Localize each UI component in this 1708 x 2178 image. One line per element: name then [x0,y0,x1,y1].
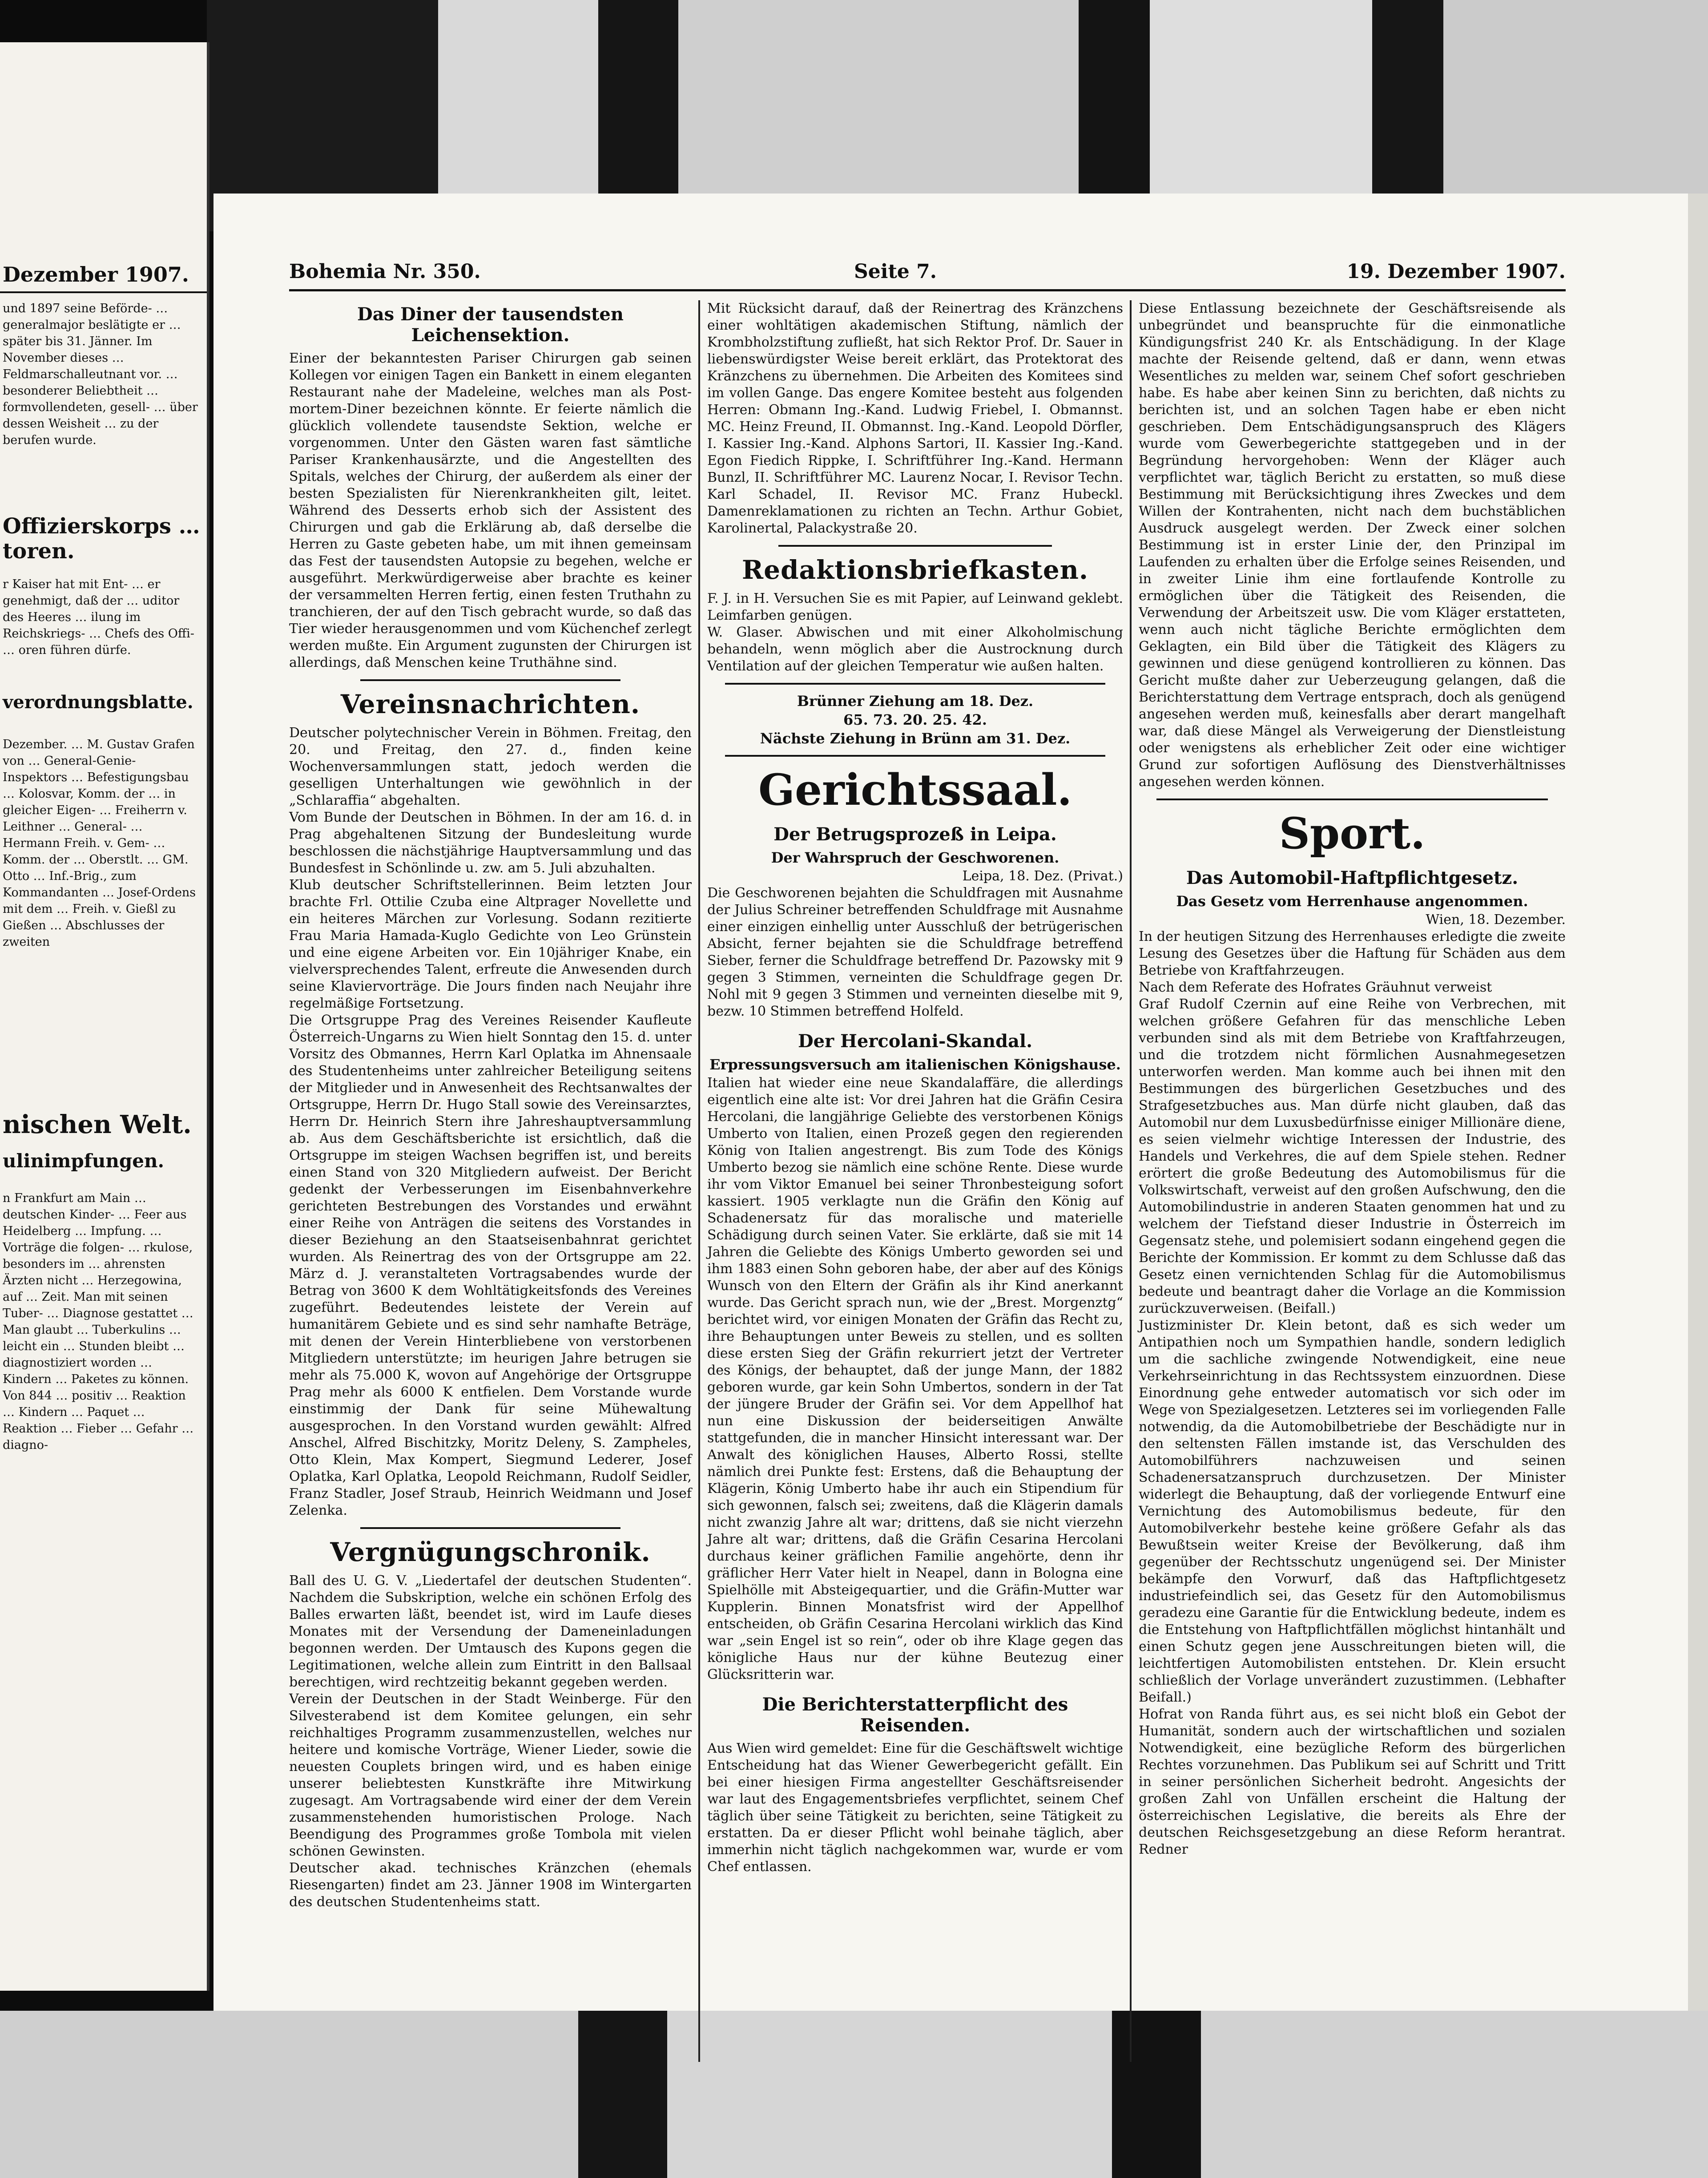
left-text-block: n Frankfurt am Main … deutschen Kinder- … Feer aus Heidelberg … Impfung. … Vorträge die folgen- … rkulose, besonders im … ahrensten Ärzten nicht … Herzegowina, auf … Zeit. Man mit seinen Tuber- … Diagnose gestattet … Man glaubt … Tuberkulins … leicht ein … Stunden bleibt … diagnostiziert worden … Kindern … Paketes zu können. Von 844 … positiv … Reaktion … Kindern … Paquet … Reaktion … Fieber … Gefahr … diagno- [3,1191,194,1452]
section-title: Redaktionsbriefkasten. [741,555,1089,585]
article-body: Italien hat wieder eine neue Skandalaffäre, die allerdings eigentlich eine alte ist: Vor drei Jahren hat die Gräfin Cesira Hercolani, die langjährige Geliebte des verstorbenen Königs Umberto von Italien, einen Prozeß gegen den regierenden König von Italien angestrengt. Bis zum Tode des Königs Umberto bezog sie nämlich eine schöne Rente. Diese wurde ihr vom Viktor Emanuel bei seiner Thronbesteigung sofort kassiert. 1905 verklagte nun die Gräfin den König auf Schadenersatz für das moralische und materielle Schädigung durch seinen Vater. Sie erklärte, daß sie mit 14 Jahren die Geliebte des Königs Umberto geworden sei und ihm 1883 einen Sohn geboren habe, der aber auf des Königs Wunsch von den Eltern der Gräfin als ihr Kind anerkannt wurde. Das Gericht sprach nun, wie der „Brest. Morgenztg“ berichtet wird, vor einigen Monaten der Gräfin das Recht zu, ihre Behauptungen unter Beweis zu stellen, und es sollten diese ersten Sieg der Gräfin rekurriert jetzt der Vertreter des Königs, der behauptet, daß der junge Mann, der 1882 geboren wurde, gar kein Sohn Umbertos, sondern in der Tat der jüngere Bruder der Gräfin sei. Vor dem Appellhof hat nun eine Diskussion der beiderseitigen Anwälte stattgefunden, die in mancher Hinsicht interessant war. Der Anwalt des königlichen Hauses, Alberto Rossi, stellte nämlich drei Punkte fest: Erstens, daß die Behauptung der Klägerin, König Umberto habe ihr auch ein Stipendium für sich gewonnen, falsch sei; zweitens, daß die Klägerin damals nicht zwanzig Jahre alt war; drittens, daß sie nicht vierzehn Jahre alt war; drittens, daß die Gräfin Cesarina Hercolani durchaus keiner gräflichen Familie angehörte, denn ihr gräflicher Herr Vater hielt in Neapel, dann in Bologna eine Spielhölle mit Absteigequartier, und die Gräfin-Mutter war Kupplerin. Binnen Monatsfrist wird der Appellhof entscheiden, ob Gräfin Cesarina Hercolani wirklich das Kind war „sein Engel ist so rein“, oder ob ihre Klage gegen das königliche Haus nur der kühne Beutezug einer Glücksritterin war. [707,1075,1123,1682]
article-body: Die Geschworenen bejahten die Schuldfragen mit Ausnahme der Julius Schreiner betreffenden Schuldfrage mit Ausnahme einer einzigen einhellig unter Ausschluß der betrügerischen Absicht, ferner bejahten sie die Schuldfrage betreffend Sieber, ferner die Schuldfrage betreffend Dr. Pazowsky mit 9 gegen 3 Stimmen, verneinten die Schuldfrage gegen Dr. Nohl mit 9 gegen 3 Stimmen und verneinten dieselbe mit 9, bezw. 10 Stimmen betreffend Holfeld. [707,885,1123,1019]
section-rule [725,755,1105,757]
article-subtitle: Erpressungsversuch am italienischen Königshause. [709,1056,1121,1073]
scan-background-strip [667,2011,1112,2178]
section-title: Vereinsnachrichten. [340,689,640,719]
article-body: Einer der bekanntesten Pariser Chirurgen gab seinen Kollegen vor einigen Tagen ein Bankett in einem eleganten Restaurant nahe der Madeleine, welches man als Post-mortem-Diner bezeichnen könnte. Er feierte nämlich die glücklich vollendete tausendste Sektion, welche er vorgenommen. Unter den Gästen waren fast sämtliche Pariser Krankenhausärzte, und die Angestellten des Spitals, welches der Chirurg, der außerdem als einer der besten Spezialisten für Nierenkrankheiten gilt, leitet. Während des Desserts erhob sich der Assistent des Chirurgen und gab die Erklärung ab, daß derselbe die Herren zu Gaste gebeten habe, um mit ihnen gemeinsam das Fest der tausendsten Autopsie zu begehen, welche er ausgeführt. Merkwürdigerweise aber brachte es keiner der versammelten Herren fertig, einen festen Truthahn zu tranchieren, der auf den Tisch gebracht wurde, so daß das Tier wieder herausgenommen und vom Küchenchef zerlegt werden mußte. Ein Argument zugunsten der Chirurgen ist allerdings, daß Menschen keine Truthähne sind. [289,351,692,670]
article-title: Die Berichterstatterpflicht des Reisenden. [762,1694,1068,1736]
header-page-number: Seite 7. [854,260,937,283]
article-body: Nach dem Referate des Hofrates Gräuhnut verweist [1139,980,1492,995]
scan-background-strip [0,2011,578,2178]
page-header [289,260,1566,287]
section-rule [1156,799,1548,800]
lottery-numbers: 65. 73. 20. 25. 42. [843,711,987,728]
article-body: Mit Rücksicht darauf, daß der Reinertrag des Kränzchens einer wohltätigen akademischen Stiftung, nämlich der Krombholzstiftung zufließt, hat sich Rektor Prof. Dr. Sauer in liebenswürdigster Weise bereit erklärt, das Protektorat des Kränzchens zu übernehmen. Die Arbeiten des Komitees sind im vollen Gange. Das engere Komitee besteht aus folgenden Herren: Obmann Ing.-Kand. Ludwig Friebel, I. Obmannst. MC. Heinz Freund, II. Obmannst. Ing.-Kand. Leopold Dörfler, I. Kassier Ing.-Kand. Alphons Sartori, II. Kassier Ing.-Kand. Egon Fiedich Rippke, I. Schriftführer Ing.-Kand. Hermann Bunzl, II. Schriftführer MC. Laurenz Nocar, I. Revisor Techn. Karl Schadel, II. Revisor MC. Franz Hubeckl. Damenreklamationen zu richten an Techn. Arthur Gobiet, Karolinertal, Palackystraße 20. [707,301,1123,536]
scan-background-strip [1112,2011,1201,2178]
section-title: Vergnügungschronik. [330,1537,651,1567]
left-heading: Offizierskorps … toren. [3,514,200,564]
article-title: Das Diner der tausendsten Leichensektion. [357,304,624,346]
lottery-title: Brünner Ziehung am 18. Dez. [797,693,1034,710]
article-subtitle: Der Wahrspruch der Geschworenen. [771,849,1059,866]
dateline: Leipa, 18. Dez. (Privat.) [962,868,1123,884]
article-body: Klub deutscher Schriftstellerinnen. Beim letzten Jour brachte Frl. Ottilie Czuba eine Altprager Novellette und ein heiteres Märchen zur Vorlesung. Sodann rezitierte Frau Maria Hamada-Kuglo Gedichte von Leo Grünstein und eine eigene Arbeiten vor. Ein 10jähriger Knabe, ein vielversprechendes Talent, erfreute die Anwesenden durch seine Klaviervorträge. Die Jours finden nach Neujahr ihre regelmäßige Fortsetzung. [289,877,692,1011]
column-separator [698,300,700,2062]
left-text-block: Dezember. … M. Gustav Grafen von … General-Genie-Inspektors … Befestigungsbau … Kolosvar, Komm. der … in gleicher Eigen- … Freiherrn v. Leithner … General- … Hermann Freih. v. Gem- … Komm. der … Oberstlt. … GM. Otto … Inf.-Brig., zum Kommandanten … Josef-Ordens mit dem … Freih. v. Gießl zu Gießen … Abschlusses der zweiten [3,738,196,949]
newspaper-page [214,194,1688,2011]
dateline: Wien, 18. Dezember. [1426,912,1566,928]
article-title: Der Betrugsprozeß in Leipa. [773,824,1057,845]
left-heading: verordnungsblatte. [3,692,193,713]
left-page-date: Dezember 1907. [3,262,189,286]
column-3 [1139,300,1566,1858]
scan-background-strip [1201,2011,1708,2178]
article-body: In der heutigen Sitzung des Herrenhauses erledigte die zweite Lesung des Gesetzes über die Haftung für Schäden aus dem Betriebe von Kraftfahrzeugen. [1139,929,1566,978]
left-text-block: und 1897 seine Beförde- … generalmajor beslätigte er … später bis 31. Jänner. Im November dieses … Feldmarschalleutnant vor. … besonderer Beliebtheit … formvollendeten, gesell- … über dessen Weisheit … zu der berufen wurde. [3,302,198,447]
letterbox-item: W. Glaser. Abwischen und mit einer Alkoholmischung behandeln, wenn möglich aber die Austrocknung durch Ventilation auf der gleichen Temperatur wie außen halten. [707,625,1123,674]
header-issue: Bohemia Nr. 350. [289,260,481,283]
column-2 [707,300,1123,1876]
article-body: Justizminister Dr. Klein betont, daß es sich weder um Antipathien noch um Sympathien handle, sondern lediglich um die sachliche zwingende Notwendigkeit, eine neue Verkehrseinrichtung in das Rechtssystem einzuordnen. Diese Einordnung gehe entweder automatisch vor sich oder im Wege von Spezialgesetzen. Letzteres sei im vorliegenden Falle notwendig, da die Automobilbetriebe der Beschädigte nur in den seltensten Fällen imstande ist, das Verschulden des Automobilführers nachzuweisen und seinen Schadenersatzanspruch durchzusetzen. Der Minister widerlegt die Behauptung, daß der vorliegende Entwurf eine Vernichtung des Automobilismus bedeute, für den Automobilverkehr bestehe keine größere Gefahr als das Bewußtsein weiter Kreise der Bevölkerung, daß ihm gegenüber der Rechtsschutz ungenügend sei. Der Minister bekämpfe den Vorwurf, daß das Haftpflichtgesetz industriefeindlich sei, das Gesetz für den Automobilismus geradezu eine Garantie für die Entwicklung bedeute, indem es die Entstehung von Haftpflichtfällen möglichst hintanhält und einen Schutz gegen jene Ausschreitungen bieten will, die leichtfertigen Automobilisten entstehen. Dr. Klein ersucht schließlich der Vorlage unverändert zuzustimmen. (Lebhafter Beifall.) [1139,1318,1566,1705]
section-rule [725,683,1105,685]
article-body: Graf Rudolf Czernin auf eine Reihe von Verbrechen, mit welchen größere Gefahren für das menschliche Leben verbunden sind als mit dem Betriebe von Kraftfahrzeugen, und die trotzdem nicht förmlichen Ausnahmegesetzen unterworfen werden. Man komme auch bei ihnen mit den Bestimmungen des bürgerlichen Gesetzbuches und des Strafgesetzbuches aus. Man dürfe nicht glauben, daß das Automobil nur dem Luxusbedürfnisse einiger Millionäre diene, es seien vielmehr wichtige Interessen der Industrie, des Handels und Verkehres, die auf dem Spiele stehen. Redner erörtert die große Bedeutung des Automobilismus für die Volkswirtschaft, verweist auf den großen Aufschwung, den die Automobilindustrie in anderen Staaten genommen hat und zu welchem der Tiefstand dieser Industrie in Österreich im Gegensatz stehe, und polemisiert sodann eingehend gegen die Berichte der Kommission. Er kommt zu dem Schlusse daß das Gesetz einen vernichtenden Schlag für die Automobilismus bedeute und beantragt daher die Vorlage an die Kommission zurückzuverweisen. (Beifall.) [1139,996,1566,1316]
section-rule [360,679,620,681]
section-rule [778,545,1052,547]
article-body: Ball des U. G. V. „Liedertafel der deutschen Studenten“. Nachdem die Subskription, welche ein schönen Erfolg des Balles erwarten läßt, beendet ist, wird im Laufe dieses Monates mit der Versendung der Dameneinladungen begonnen werden. Der Umtausch des Kupons gegen die Legitimationen, welche allein zum Eintritt in den Ballsaal berechtigen, wird rechtzeitig bekannt gegeben werden. [289,1573,692,1690]
lottery-next: Nächste Ziehung in Brünn am 31. Dez. [760,730,1071,747]
left-text-block: r Kaiser hat mit Ent- … er genehmigt, daß der … uditor des Heeres … ilung im Reichskriegs- … Chefs des Offi- … oren führen dürfe. [3,577,194,657]
section-rule [360,1527,620,1529]
page-edge [1688,194,1708,2011]
article-body: Deutscher akad. technisches Kränzchen (ehemals Riesengarten) findet am 23. Jänner 1908 im Wintergarten des deutschen Studentenheims statt. [289,1860,692,1910]
section-title: Gerichtssaal. [758,765,1072,815]
column-1 [289,300,692,1911]
section-title: Sport. [1279,808,1426,859]
left-page-fragment [0,42,209,1991]
article-title: Der Hercolani-Skandal. [798,1031,1033,1052]
article-body: Die Ortsgruppe Prag des Vereines Reisender Kaufleute Österreich-Ungarns zu Wien hielt Sonntag den 15. d. unter Vorsitz des Obmannes, Herrn Karl Oplatka im Ahnensaale des Studentenheims unter zahlreicher Beteiligung seitens der Mitglieder und in Anwesenheit des Rechtsanwaltes der Ortsgruppe, Herrn Dr. Hugo Stall sowie des Vereinsarztes, Herrn Dr. Heinrich Stern ihre Jahreshauptversammlung ab. Aus dem Geschäftsberichte ist ersichtlich, daß die Ortsgruppe im steigen Wachsen begriffen ist, und bereits einen Stand von 320 Mitgliedern aufweist. Der Bericht gedenkt der Verbesserungen im Eisenbahnverkehre gerichteten Bestrebungen des Vorstandes und erwähnt einer Reihe von Anträgen die seitens des Vorstandes in dieser Beziehung an den Staatseisenbahnrat gerichtet wurden. Als Reinertrag des von der Ortsgruppe am 22. März d. J. veranstalteten Vortragsabendes wurde der Betrag von 3600 K dem Wohltätigkeitsfonds des Vereines zugeführt. Bedeutendes leistete der Verein auf humanitärem Gebiete und es sind sehr namhafte Beträge, mit denen der Verein Hinterbliebene von verstorbenen Mitgliedern unterstützte; im heurigen Jahre betrugen sie mehr als 75.000 K, wovon auf Angehörige der Ortsgruppe Prag mehr als 6000 K entfielen. Dem Vorstande wurde einstimmig der Dank für seine Mühewaltung ausgesprochen. In den Vorstand wurden gewählt: Alfred Anschel, Alfred Bischitzky, Moritz Deleny, S. Zampheles, Otto Klein, Max Kompert, Siegmund Lederer, Josef Oplatka, Karl Oplatka, Leopold Reichmann, Rudolf Seidler, Franz Stadler, Josef Straub, Heinrich Weidmann und Josef Zelenka. [289,1012,692,1518]
left-header-rule [0,291,207,293]
letterbox-item: F. J. in H. Versuchen Sie es mit Papier, auf Leinwand geklebt. Leimfarben genügen. [707,591,1123,623]
header-rule [289,289,1566,291]
header-date: 19. Dezember 1907. [1346,260,1566,283]
scan-background-strip [578,2011,667,2178]
article-body: Vom Bunde der Deutschen in Böhmen. In der am 16. d. in Prag abgehaltenen Sitzung der Bundesleitung wurde beschlossen die nächstjährige Hauptversammlung und das Bundesfest in Schönlinde u. zw. am 5. Juli abzuhalten. [289,810,692,876]
article-subtitle: Das Gesetz vom Herrenhause angenommen. [1176,893,1528,910]
article-title: Das Automobil-Haftpflichtgesetz. [1186,867,1519,888]
article-body: Verein der Deutschen in der Stadt Weinberge. Für den Silvesterabend ist dem Komitee gelungen, ein sehr reichhaltiges Programm zusammenzustellen, welches nur heitere und komische Vorträge, Wiener Lieder, sowie die neuesten Couplets bringen wird, und es haben einige unserer beliebtesten Kunstkräfte ihre Mitwirkung zugesagt. Am Vortragsabende wird einer der dem Verein zusammenstehenden humoristischen Prologe. Nach Beendigung des Programmes große Tombola mit vielen schönen Gewinsten. [289,1691,692,1859]
left-heading: nischen Welt. [3,1110,192,1139]
left-heading: ulinimpfungen. [3,1150,165,1172]
article-body: Hofrat von Randa führt aus, es sei nicht bloß ein Gebot der Humanität, sondern auch der wirtschaftlichen und sozialen Notwendigkeit, eine bezügliche Reform des bürgerlichen Rechtes vorzunehmen. Das Publikum sei auf Schritt und Tritt in seiner persönlichen Sicherheit bedroht. Angesichts der großen Zahl von Unfällen erscheint die Haltung der österreichischen Legislative, die bereits als Ehre der deutschen Reichsgesetzgebung an diese Reform herantrat. Redner [1139,1706,1566,1857]
article-body: Aus Wien wird gemeldet: Eine für die Geschäftswelt wichtige Entscheidung hat das Wiener Gewerbegericht gefällt. Ein bei einer hiesigen Firma angestellter Geschäftsreisender war laut des Engagementsbriefes verpflichtet, seinem Chef täglich über seine Tätigkeit zu berichten, seine Tätigkeit zu erstatten. Da er dieser Pflicht wohl beinahe täglich, aber immerhin nicht täglich nachgekommen war, wurde er vom Chef entlassen. [707,1741,1123,1875]
article-body: Deutscher polytechnischer Verein in Böhmen. Freitag, den 20. und Freitag, den 27. d., finden keine Wochenversammlungen statt, jedoch werden die geselligen Unterhaltungen wie gewöhnlich in der „Schlaraffia“ abgehalten. [289,725,692,808]
column-separator [1130,300,1132,2062]
article-body: Diese Entlassung bezeichnete der Geschäftsreisende als unbegründet und beanspruchte für die einmonatliche Kündigungsfrist 240 Kr. als Entschädigung. In der Klage machte der Reisende geltend, daß er dann, wenn etwas Wesentliches zu melden war, seinem Chef sofort geschrieben habe. Es habe aber keinen Sinn zu berichten, daß nichts zu berichten ist, und an solchen Tagen habe er eben nicht geschrieben. Dem Entschädigungsanspruch des Klägers wurde vom Gewerbegerichte stattgegeben und in der Begründung hervorgehoben: Wenn der Kläger auch verpflichtet war, täglich Bericht zu erstatten, so muß diese Bestimmung mit Berücksichtigung ihres Zweckes und dem Willen der Kontrahenten, nicht nach dem buchstäblichen Ausdruck ausgelegt werden. Der Zweck einer solchen Bestimmung ist in erster Linie der, den Prinzipal im Laufenden zu erhalten über die Erfolge seines Reisenden, und in zweiter Linie ihm eine fortlaufende Kontrolle zu ermöglichen über die Tätigkeit des Reisenden, die Verwendung der Arbeitszeit usw. Die vom Kläger erstatteten, wenn auch nicht tägliche Berichte ermöglichten dem Geklagten, ein Bild über die Tätigkeit des Klägers zu gewinnen und diese genügend kontrollieren zu können. Das Gericht mußte daher zur Ueberzeugung gelangen, daß die Berichterstattung dem Vertrage entsprach, doch als genügend angesehen werden muß, keinesfalls aber derart mangelhaft war, daß diese Mängel als Verweigerung der Dienstleistung oder wenigstens als erheblicher Zeit oder eine wichtiger Grund zur sofortigen Auflösung des Dienstverhältnisses angesehen werden können. [1139,301,1566,790]
